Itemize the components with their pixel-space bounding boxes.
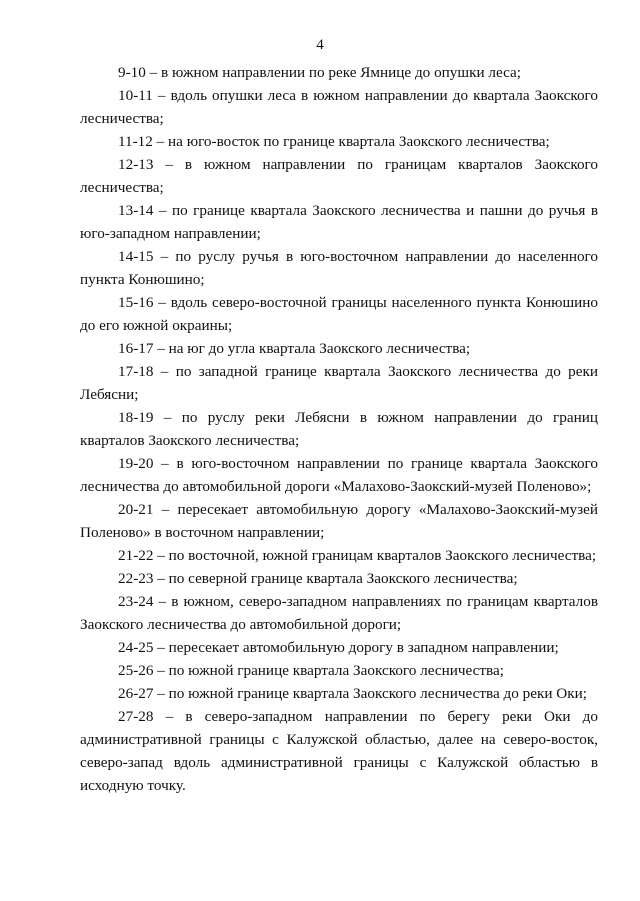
paragraph: 19-20 – в юго-восточном направлении по границе квартала Заокского лесничества до автомобильной дороги «Малахово-Заокский-музей Поленово»; [80,455,598,495]
paragraph: 20-21 – пересекает автомобильную дорогу «Малахово-Заокский-музей Поленово» в восточном направлении; [80,501,598,541]
paragraph: 11-12 – на юго-восток по границе квартала Заокского лесничества; [118,133,550,150]
paragraph: 13-14 – по границе квартала Заокского лесничества и пашни до ручья в юго-западном направлении; [80,202,598,242]
paragraph: 18-19 – по руслу реки Лебясни в южном направлении до границ кварталов Заокского лесничества; [80,409,598,449]
paragraph: 16-17 – на юг до угла квартала Заокского лесничества; [118,340,471,357]
paragraph: 24-25 – пересекает автомобильную дорогу в западном направлении; [118,639,559,656]
paragraph: 12-13 – в южном направлении по границам кварталов Заокского лесничества; [80,156,598,196]
document-body [80,61,598,797]
paragraph: 27-28 – в северо-западном направлении по берегу реки Оки до административной границы с Калужской областью, далее на северо-восток, северо-запад вдоль административной границы с Калужской областью в исходную точку. [80,708,598,794]
paragraph: 10-11 – вдоль опушки леса в южном направлении до квартала Заокского лесничества; [80,87,598,127]
paragraph: 22-23 – по северной границе квартала Заокского лесничества; [118,570,518,587]
paragraph: 25-26 – по южной границе квартала Заокского лесничества; [118,662,504,679]
paragraph: 23-24 – в южном, северо-западном направлениях по границам кварталов Заокского лесничества до автомобильной дороги; [80,593,598,633]
paragraph: 15-16 – вдоль северо-восточной границы населенного пункта Конюшино до его южной окраины; [80,294,598,334]
paragraph: 17-18 – по западной границе квартала Заокского лесничества до реки Лебясни; [80,363,598,403]
paragraph: 21-22 – по восточной, южной границам кварталов Заокского лесничества; [118,547,597,564]
paragraph: 26-27 – по южной границе квартала Заокского лесничества до реки Оки; [118,685,587,702]
paragraph: 14-15 – по руслу ручья в юго-восточном направлении до населенного пункта Конюшино; [80,248,598,288]
paragraph: 9-10 – в южном направлении по реке Ямнице до опушки леса; [118,64,521,81]
page-number: 4 [316,37,324,53]
